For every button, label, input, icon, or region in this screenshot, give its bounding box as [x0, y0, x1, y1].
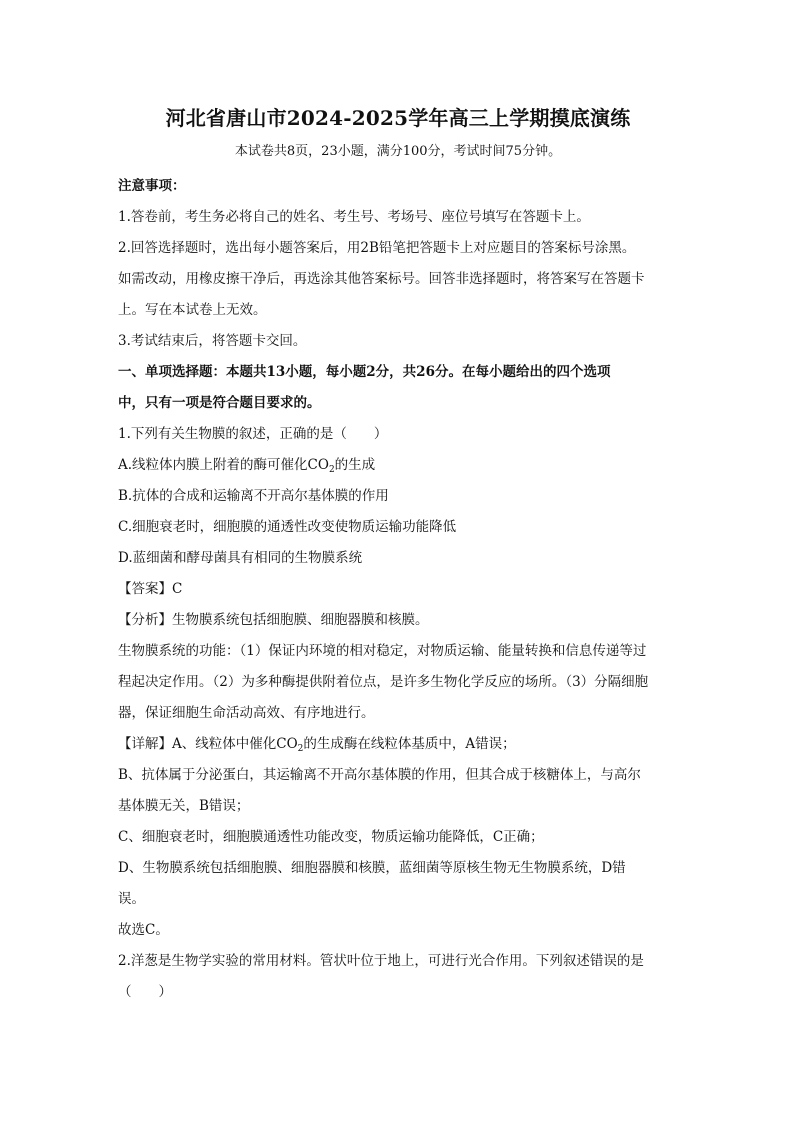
question-1-option-b: B.抗体的合成和运输离不开高尔基体膜的作用	[118, 488, 389, 504]
question-1-option-c: C.细胞衰老时，细胞膜的通透性改变使物质运输功能降低	[118, 519, 457, 535]
option-a-text: A.线粒体内膜上附着的酶可催化CO	[118, 457, 329, 473]
question-1-detail-d-line-2: 误。	[118, 891, 145, 907]
section-heading-line-2: 中，只有一项是符合题目要求的。	[118, 395, 321, 411]
question-1-option-a	[118, 450, 678, 481]
page-content	[118, 103, 678, 1008]
option-a-tail: 的生成	[334, 457, 376, 473]
notice-item-3: 3.考试结束后，将答题卡交回。	[118, 333, 307, 349]
question-1-stem: 1.下列有关生物膜的叙述，正确的是（ ）	[118, 426, 388, 442]
question-1-detail-a	[118, 729, 678, 760]
question-1-analysis-line-3: 程起决定作用。（2）为多种酶提供附着位点，是许多生物化学反应的场所。（3）分隔细胞	[118, 674, 649, 690]
option-a-subscript: 2	[328, 465, 335, 475]
question-1-detail-b-line-1: B、抗体属于分泌蛋白，其运输离不开高尔基体膜的作用，但其合成于核糖体上，与高尔	[118, 767, 641, 783]
question-1-conclusion: 故选C。	[118, 922, 169, 938]
notice-item-2-line-3: 上。写在本试卷上无效。	[118, 302, 267, 318]
notice-item-1: 1.答卷前，考生务必将自己的姓名、考生号、考场号、座位号填写在答题卡上。	[118, 209, 590, 225]
section-heading-line-1: 一、单项选择题：本题共13小题，每小题2分，共26分。在每小题给出的四个选项	[118, 364, 611, 380]
notice-heading: 注意事项：	[118, 178, 186, 194]
question-2-stem-line-1: 2.洋葱是生物学实验的常用材料。管状叶位于地上，可进行光合作用。下列叙述错误的是	[118, 953, 644, 969]
exam-info: 本试卷共8页，23小题，满分100分，考试时间75分钟。	[234, 144, 562, 159]
page-title: 河北省唐山市2024-2025学年高三上学期摸底演练	[165, 106, 631, 130]
question-1-analysis-line-2: 生物膜系统的功能：（1）保证内环境的相对稳定，对物质运输、能量转换和信息传递等过	[118, 643, 647, 659]
question-2-stem-line-2: （ ）	[118, 984, 172, 1000]
notice-item-2-line-2: 如需改动，用橡皮擦干净后，再选涂其他答案标号。回答非选择题时，将答案写在答题卡	[118, 271, 645, 287]
notice-item-2-line-1: 2.回答选择题时，选出每小题答案后，用2B铅笔把答题卡上对应题目的答案标号涂黑。	[118, 240, 636, 256]
question-1-answer: 【答案】C	[118, 581, 183, 597]
question-1-detail-d-line-1: D、生物膜系统包括细胞膜、细胞器膜和核膜，蓝细菌等原核生物无生物膜系统，D错	[118, 860, 626, 876]
detail-a-text: 【详解】A、线粒体中催化CO	[118, 736, 298, 752]
question-1-detail-b-line-2: 基体膜无关，B错误；	[118, 798, 250, 814]
detail-a-tail: 的生成酶在线粒体基质中，A错误；	[303, 736, 516, 752]
question-1-option-d: D.蓝细菌和酵母菌具有相同的生物膜系统	[118, 550, 363, 566]
question-1-detail-c: C、细胞衰老时，细胞膜通透性功能改变，物质运输功能降低，C正确；	[118, 829, 544, 845]
question-1-analysis-line-1: 【分析】生物膜系统包括细胞膜、细胞器膜和核膜。	[118, 612, 429, 628]
question-1-analysis-line-4: 器，保证细胞生命活动高效、有序地进行。	[118, 705, 375, 721]
detail-a-subscript: 2	[297, 744, 304, 754]
